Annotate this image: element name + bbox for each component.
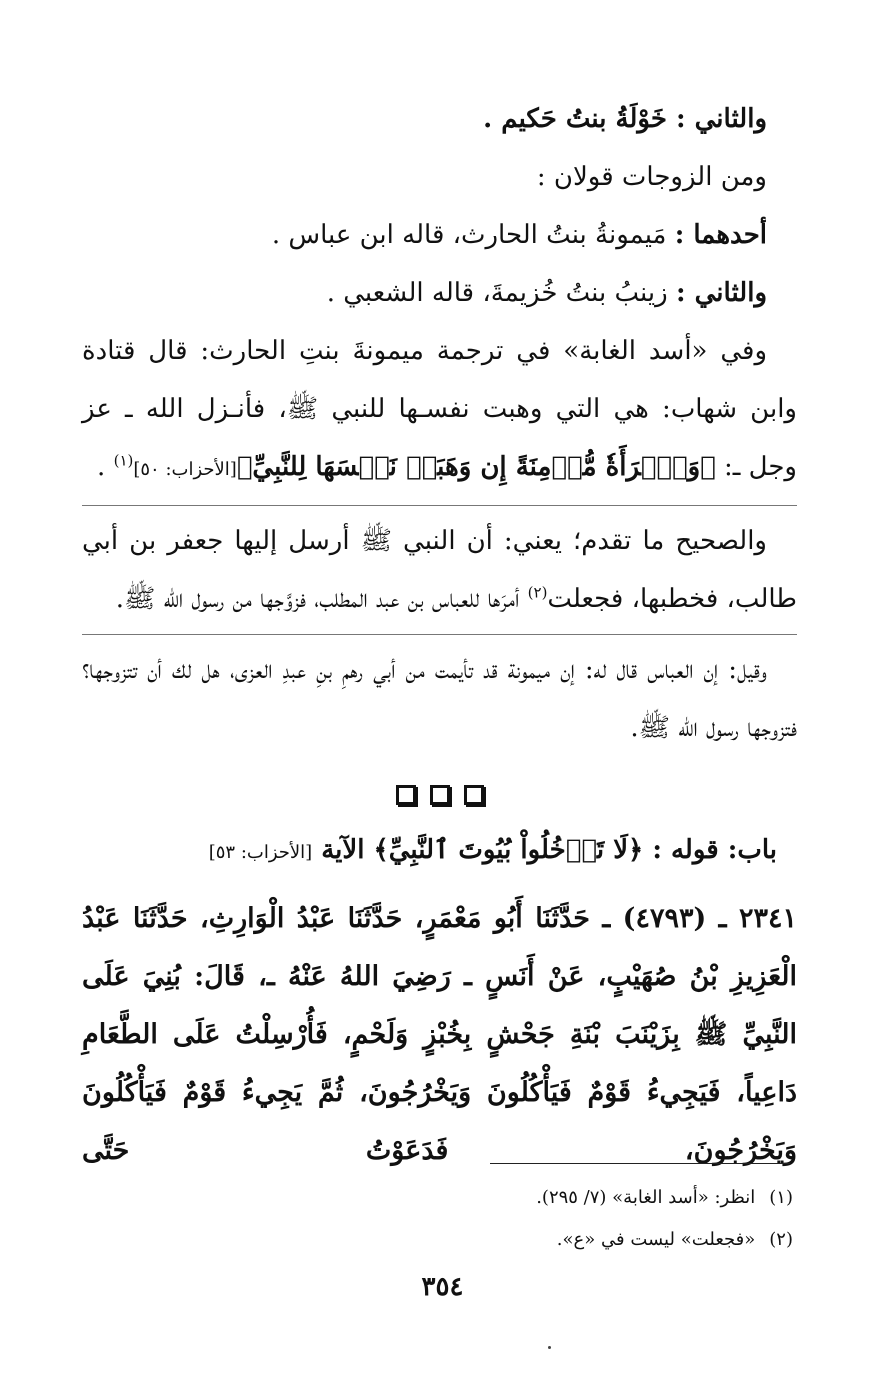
chapter-aya: الآية <box>312 835 374 865</box>
page-body <box>82 90 797 1180</box>
paragraph-divider <box>82 634 797 635</box>
chapter-label: باب: <box>727 835 777 865</box>
line-zawjat-text: ومن الزوجات قولان : <box>536 162 767 192</box>
asad-text: وفي «أسد الغابة» في ترجمة ميمونةَ بنتِ الحارث: قال قتادة وابن شهاب: هي التي وهبت نفسـها للنبي ﷺ، فأنـزل الله ـ عز وجل ـ: <box>82 336 797 482</box>
verse-reference: [الأحزاب: ٥٠] <box>133 459 237 480</box>
section-separator <box>82 785 797 811</box>
footnote-rule <box>490 1163 790 1164</box>
separator-square-icon <box>464 785 484 805</box>
line-zawjat <box>82 148 797 206</box>
quran-verse-ahzab-53: ﴿لَا تَدۡخُلُواْ بُيُوتَ ٱلنَّبِيِّ﴾ <box>373 835 644 865</box>
quran-verse-ahzab-50: ﴿وَٱمۡرَأَةٗ مُّؤۡمِنَةً إِن وَهَبَتۡ نَفۡسَهَا لِلنَّبِيِّ﴾ <box>236 452 716 482</box>
line-maymuna-lead: أحدهما : <box>674 220 767 250</box>
line-maymuna <box>82 206 797 264</box>
hadith-text <box>82 890 797 1180</box>
line-zaynab <box>82 264 797 322</box>
separator-square-icon <box>396 785 416 805</box>
qila-text: وقيل: إن العباس قال له: إن ميمونة قد تأيمت من أبي رهمِ بنِ عبدِ العزى، هل لك أن تتزوجها؟ فتزوجها رسول الله ﷺ. <box>82 655 797 743</box>
footnote-text: انظر: «أسد الغابة» (٧/ ٢٩٥). <box>536 1187 756 1208</box>
paragraph-qila <box>82 641 797 757</box>
line-khawla <box>82 90 797 148</box>
paragraph-asad-alghaba <box>82 322 797 499</box>
chapter-text: قوله : <box>643 835 728 865</box>
paragraph-sahih <box>82 512 797 628</box>
scan-speck <box>548 1346 551 1349</box>
page-number: ٣٥٤ <box>421 1272 464 1302</box>
chapter-verse-reference: [الأحزاب: ٥٣] <box>208 842 313 863</box>
hadith-body: ٢٣٤١ ـ (٤٧٩٣) ـ حَدَّثَنَا أَبُو مَعْمَرٍ، حَدَّثَنَا عَبْدُ الْوَارِثِ، حَدَّثَنَا عَبْدُ الْعَزِيزِ بْنُ صُهَيْبٍ، عَنْ أَنَسٍ ـ رَضِيَ اللهُ عَنْهُ ـ، قَالَ: بُنِيَ عَلَى النَّبِيِّ ﷺ بِزَيْنَبَ بْنَةِ جَحْشٍ بِخُبْزٍ وَلَحْمٍ، فَأُرْسِلْتُ عَلَى الطَّعَامِ دَاعِياً، فَيَجِيءُ قَوْمٌ فَيَأْكُلُونَ وَيَخْرُجُونَ، ثُمَّ يَجِيءُ قَوْمٌ فَيَأْكُلُونَ وَيَخْرُجُونَ، فَدَعَوْتُ حَتَّى <box>82 903 797 1166</box>
footnote-number: (١) <box>769 1187 793 1208</box>
sahih-text-1: والصحيح ما تقدم؛ يعني: أن النبي ﷺ أرسل إليها جعفر بن أبي طالب، فخطبها، فجعلت <box>82 526 797 614</box>
footnote-text: «فجعلت» ليست في «ع». <box>556 1229 756 1250</box>
footnote-2 <box>82 1219 793 1261</box>
line-khawla-text: والثاني : خَوْلَةُ بنتُ حَكيم . <box>483 104 767 134</box>
paragraph-divider <box>82 505 797 506</box>
line-zaynab-lead: والثاني : <box>675 278 767 308</box>
footnote-1 <box>82 1177 793 1219</box>
separator-square-icon <box>430 785 450 805</box>
footnote-marker-1[interactable]: (١) <box>113 451 134 470</box>
line-zaynab-rest: زينبُ بنتُ خُزيمةَ، قاله الشعبي . <box>326 278 676 308</box>
sahih-text-2: أمرَها للعباس بن عبد المطلب، فزوَّجها من رسول الله ﷺ. <box>115 584 528 614</box>
footnote-marker-2[interactable]: (٢) <box>527 583 548 602</box>
footnote-number: (٢) <box>769 1229 793 1250</box>
footnotes <box>82 1177 793 1261</box>
chapter-heading <box>82 821 797 882</box>
line-maymuna-rest: مَيمونةُ بنتُ الحارث، قاله ابن عباس . <box>271 220 675 250</box>
asad-end: . <box>97 452 114 482</box>
